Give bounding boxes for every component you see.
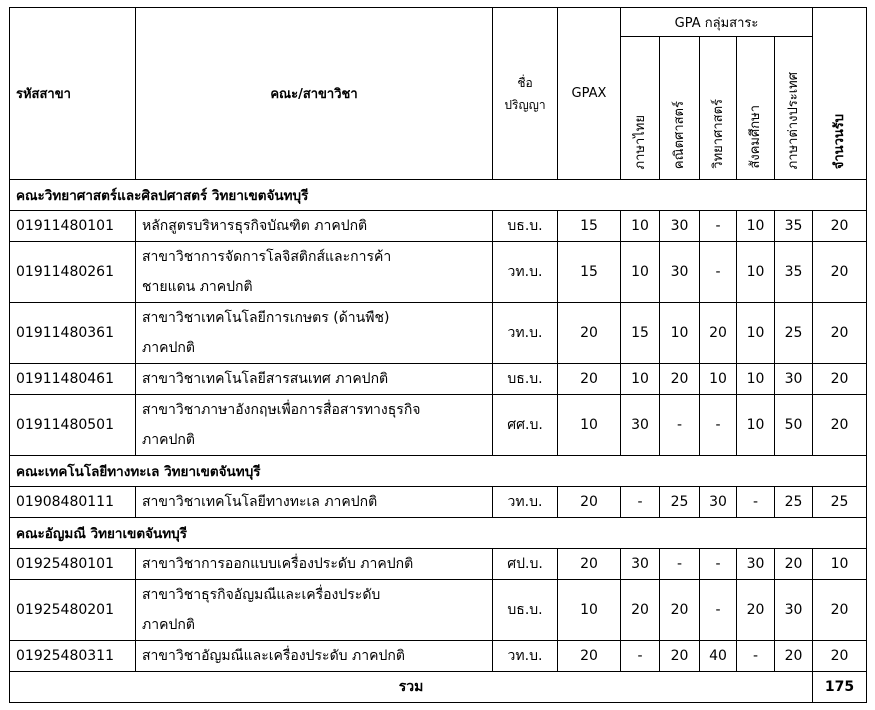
- header-subject-social: [737, 37, 775, 180]
- program-code: 01908480111: [10, 487, 136, 518]
- header-quota-cell: [813, 8, 867, 180]
- cell-math: 10: [660, 303, 700, 364]
- header-gpa-group: GPA กลุ่มสาระ: [621, 8, 813, 37]
- header-subject-thai: [621, 37, 660, 180]
- cell-quota: 20: [813, 395, 867, 456]
- program-code: 01911480361: [10, 303, 136, 364]
- header-quota: จำนวนรับ: [832, 113, 847, 169]
- cell-th: 15: [621, 303, 660, 364]
- cell-soc: 30: [737, 549, 775, 580]
- program-name-line: สาขาวิชาอัญมณีและเครื่องประดับ ภาคปกติ: [142, 648, 405, 664]
- cell-th: 10: [621, 242, 660, 303]
- table-row: [10, 211, 867, 242]
- cell-soc: -: [737, 641, 775, 672]
- cell-lang: 35: [775, 211, 813, 242]
- program-name-line: สาขาวิชาเทคโนโลยีสารสนเทศ ภาคปกติ: [142, 371, 389, 387]
- cell-gpax: 15: [558, 242, 621, 303]
- program-name-line: ภาคปกติ: [142, 617, 195, 633]
- header-code: รหัสสาขา: [10, 8, 136, 180]
- section-row: [10, 456, 867, 487]
- total-value: 175: [813, 672, 867, 703]
- cell-math: 30: [660, 242, 700, 303]
- cell-sci: -: [700, 395, 737, 456]
- subject-label: ภาษาไทย: [632, 114, 648, 169]
- cell-math: 20: [660, 641, 700, 672]
- table-row: [10, 303, 867, 364]
- cell-math: 25: [660, 487, 700, 518]
- cell-math: 20: [660, 364, 700, 395]
- program-name-line: หลักสูตรบริหารธุรกิจบัณฑิต ภาคปกติ: [142, 218, 368, 234]
- program-name: [136, 242, 493, 303]
- table-row: [10, 641, 867, 672]
- cell-soc: -: [737, 487, 775, 518]
- cell-degree: วท.บ.: [493, 303, 558, 364]
- cell-math: 30: [660, 211, 700, 242]
- table-row: [10, 242, 867, 303]
- header-degree-line1: ชื่อ: [517, 75, 533, 90]
- cell-lang: 30: [775, 364, 813, 395]
- cell-soc: 10: [737, 364, 775, 395]
- header-subject-foreign-lang: [775, 37, 813, 180]
- program-name: [136, 211, 493, 242]
- cell-math: -: [660, 549, 700, 580]
- cell-math: -: [660, 395, 700, 456]
- program-name-line: สาขาวิชาเทคโนโลยีการเกษตร (ด้านพืช): [142, 310, 390, 326]
- program-name-line: สาขาวิชาการจัดการโลจิสติกส์และการค้า: [142, 249, 392, 265]
- cell-quota: 20: [813, 364, 867, 395]
- program-name: [136, 395, 493, 456]
- cell-soc: 10: [737, 395, 775, 456]
- cell-sci: 10: [700, 364, 737, 395]
- header-subject-science: [700, 37, 737, 180]
- cell-gpax: 10: [558, 580, 621, 641]
- cell-degree: วท.บ.: [493, 487, 558, 518]
- cell-degree: บธ.บ.: [493, 364, 558, 395]
- cell-soc: 20: [737, 580, 775, 641]
- subject-label: วิทยาศาสตร์: [710, 99, 726, 169]
- section-title: คณะเทคโนโลยีทางทะเล วิทยาเขตจันทบุรี: [10, 456, 867, 487]
- program-name: [136, 580, 493, 641]
- cell-lang: 35: [775, 242, 813, 303]
- program-name: [136, 364, 493, 395]
- cell-degree: วท.บ.: [493, 641, 558, 672]
- header-degree: [493, 8, 558, 180]
- cell-gpax: 20: [558, 303, 621, 364]
- table-row: [10, 549, 867, 580]
- cell-th: 20: [621, 580, 660, 641]
- table-row: [10, 395, 867, 456]
- table-body: [10, 180, 867, 703]
- table-row: [10, 580, 867, 641]
- cell-th: -: [621, 487, 660, 518]
- total-label: รวม: [10, 672, 813, 703]
- table-row: [10, 487, 867, 518]
- cell-quota: 20: [813, 211, 867, 242]
- cell-math: 20: [660, 580, 700, 641]
- cell-quota: 20: [813, 580, 867, 641]
- header-faculty: คณะ/สาขาวิชา: [136, 8, 493, 180]
- cell-sci: 20: [700, 303, 737, 364]
- program-name: [136, 549, 493, 580]
- cell-gpax: 20: [558, 487, 621, 518]
- cell-lang: 20: [775, 549, 813, 580]
- cell-lang: 50: [775, 395, 813, 456]
- cell-th: 10: [621, 364, 660, 395]
- program-name: [136, 303, 493, 364]
- cell-sci: -: [700, 211, 737, 242]
- cell-soc: 10: [737, 211, 775, 242]
- program-name-line: ชายแดน ภาคปกติ: [142, 279, 253, 295]
- program-code: 01911480461: [10, 364, 136, 395]
- program-name-line: ภาคปกติ: [142, 340, 195, 356]
- program-name: [136, 641, 493, 672]
- total-row: [10, 672, 867, 703]
- header-subject-math: [660, 37, 700, 180]
- header-degree-line2: ปริญญา: [504, 97, 546, 112]
- program-code: 01925480311: [10, 641, 136, 672]
- cell-quota: 20: [813, 242, 867, 303]
- cell-degree: ศศ.บ.: [493, 395, 558, 456]
- cell-lang: 25: [775, 487, 813, 518]
- cell-soc: 10: [737, 303, 775, 364]
- cell-gpax: 15: [558, 211, 621, 242]
- cell-sci: -: [700, 242, 737, 303]
- cell-th: 30: [621, 549, 660, 580]
- program-name-line: สาขาวิชาธุรกิจอัญมณีและเครื่องประดับ: [142, 587, 381, 603]
- section-row: [10, 518, 867, 549]
- cell-degree: บธ.บ.: [493, 580, 558, 641]
- cell-lang: 20: [775, 641, 813, 672]
- section-row: [10, 180, 867, 211]
- cell-sci: 40: [700, 641, 737, 672]
- program-name: [136, 487, 493, 518]
- cell-sci: -: [700, 549, 737, 580]
- cell-quota: 20: [813, 641, 867, 672]
- cell-quota: 10: [813, 549, 867, 580]
- program-name-line: สาขาวิชาการออกแบบเครื่องประดับ ภาคปกติ: [142, 556, 414, 572]
- header-gpax: GPAX: [558, 8, 621, 180]
- program-name-line: ภาคปกติ: [142, 432, 195, 448]
- program-name-line: สาขาวิชาภาษาอังกฤษเพื่อการสื่อสารทางธุรกิจ: [142, 402, 421, 418]
- cell-gpax: 20: [558, 364, 621, 395]
- section-title: คณะอัญมณี วิทยาเขตจันทบุรี: [10, 518, 867, 549]
- cell-sci: 30: [700, 487, 737, 518]
- program-name-line: สาขาวิชาเทคโนโลยีทางทะเล ภาคปกติ: [142, 494, 378, 510]
- cell-quota: 25: [813, 487, 867, 518]
- cell-lang: 30: [775, 580, 813, 641]
- program-code: 01925480101: [10, 549, 136, 580]
- table-row: [10, 364, 867, 395]
- cell-gpax: 10: [558, 395, 621, 456]
- cell-lang: 25: [775, 303, 813, 364]
- cell-th: 30: [621, 395, 660, 456]
- cell-degree: วท.บ.: [493, 242, 558, 303]
- program-code: 01925480201: [10, 580, 136, 641]
- cell-th: -: [621, 641, 660, 672]
- section-title: คณะวิทยาศาสตร์และศิลปศาสตร์ วิทยาเขตจันทบุรี: [10, 180, 867, 211]
- program-code: 01911480261: [10, 242, 136, 303]
- program-code: 01911480101: [10, 211, 136, 242]
- cell-sci: -: [700, 580, 737, 641]
- program-code: 01911480501: [10, 395, 136, 456]
- subject-label: สังคมศึกษา: [748, 105, 763, 169]
- cell-degree: ศป.บ.: [493, 549, 558, 580]
- cell-degree: บธ.บ.: [493, 211, 558, 242]
- cell-soc: 10: [737, 242, 775, 303]
- subject-label: คณิตศาสตร์: [672, 100, 687, 169]
- cell-th: 10: [621, 211, 660, 242]
- admission-table: [9, 7, 867, 703]
- cell-gpax: 20: [558, 641, 621, 672]
- cell-gpax: 20: [558, 549, 621, 580]
- subject-label: ภาษาต่างประเทศ: [786, 71, 801, 169]
- cell-quota: 20: [813, 303, 867, 364]
